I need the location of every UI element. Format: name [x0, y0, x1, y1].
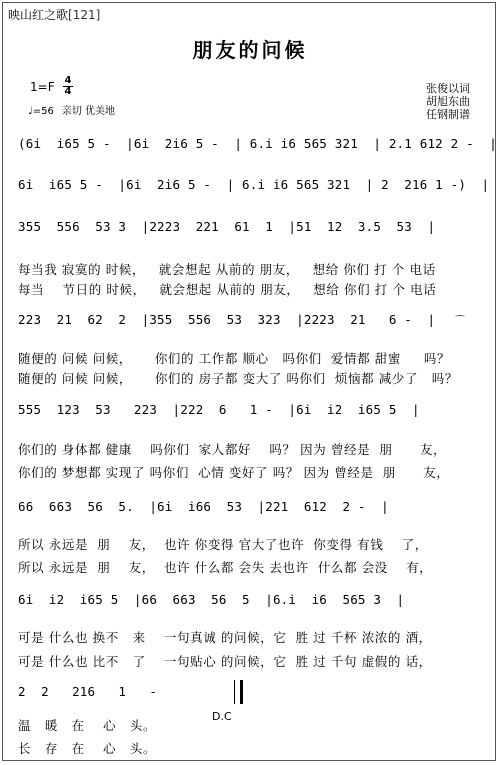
dc-marking: D.C — [212, 710, 232, 723]
tempo-marking — [28, 102, 123, 117]
score-line-7: 6i i2 i65 5 |66 663 56 5 |6.i i6 565 3 | — [18, 592, 405, 607]
lyric-line-6a: 温 暖 在 心 头。 — [18, 718, 157, 733]
lyric-line-2a: 随便的 问候 问候， 你们的 工作都 顺心 吗你们 爱情都 甜蜜 吗？ — [18, 351, 451, 366]
tempo-style: 亲切 优美地 — [61, 106, 116, 117]
lyric-line-5a: 可是 什么也 换不 来 一句真诚 的问候，它 胜 过 千杯 浓浓的 酒， — [18, 630, 432, 645]
score-line-2: 6i i65 5 - |6i 2i6 5 - | 6.i i6 565 321 | 2 216 1 -) | — [18, 177, 490, 192]
key-signature: 1=F — [30, 80, 55, 94]
fermata-icon: ⌒ — [455, 316, 465, 327]
credit-lyricist: 张俊以词 — [426, 82, 470, 95]
lyric-line-2b: 随便的 问候 问候， 你们的 房子都 变大了 吗你们 烦恼都 减少了 吗？ — [18, 371, 458, 386]
lyric-line-1b: 每当 节日的 时候， 就会想起 从前的 朋友， 想给 你们 打 个 电话 — [18, 282, 437, 297]
score-line-3: 355 556 53 3 |2223 221 61 1 |51 12 3.5 53 | — [18, 219, 436, 234]
lyric-line-3a: 你们的 身体都 健康 吗你们 家人都好 吗？ 因为 曾经是 朋 友， — [18, 442, 447, 457]
lyric-line-1a: 每当我 寂寞的 时候， 就会想起 从前的 朋友， 想给 你们 打 个 电话 — [18, 262, 436, 277]
series-number: [121] — [68, 8, 101, 22]
score-line-5: 555 123 53 223 |222 6 1 - |6i i2 i65 5 | — [18, 402, 420, 417]
credit-notation: 任钢制谱 — [426, 108, 470, 121]
lyric-line-4a: 所以 永远是 朋 友， 也许 你变得 官大了也许 你变得 有钱 了， — [18, 537, 428, 552]
lyric-line-6b: 长 存 在 心 头。 — [18, 741, 157, 756]
meter-bottom: 4 — [64, 86, 72, 97]
score-line-8: 2 2 216 1 - — [18, 684, 173, 699]
credit-composer: 胡旭东曲 — [426, 95, 470, 108]
time-signature — [62, 76, 74, 97]
lyric-line-4b: 所以 永远是 朋 友， 也许 什么都 会失 去也许 什么都 会没 有， — [18, 560, 433, 575]
final-barline — [234, 680, 243, 704]
lyric-line-3b: 你们的 梦想都 实现了 吗你们 心情 变好了 吗？ 因为 曾经是 朋 友， — [18, 465, 450, 480]
tempo-mark: ♩=56 — [28, 106, 54, 117]
series-name: 映山红之歌 — [8, 8, 69, 22]
song-title: 朋友的问候 — [192, 38, 308, 62]
meter-top: 4 — [64, 75, 72, 86]
score-line-6: 66 663 56 5. |6i i66 53 |221 612 2 - | — [18, 499, 389, 514]
score-line-4: 223 21 62 2 |355 556 53 323 |2223 21 6 - | — [18, 312, 436, 327]
credits — [426, 82, 470, 121]
score-line-1: (6i i65 5 - |6i 2i6 5 - | 6.i i6 565 321 | 2.1 612 2 - | — [18, 136, 497, 151]
series-header — [8, 6, 100, 23]
lyric-line-5b: 可是 什么也 比不 了 一句贴心 的问候，它 胜 过 千句 虚假的 话， — [18, 654, 432, 669]
